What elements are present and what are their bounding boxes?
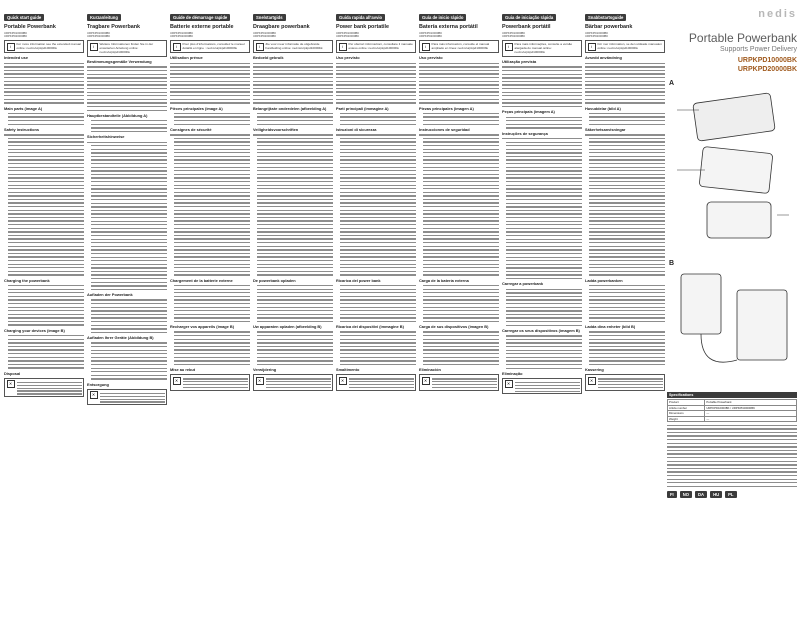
section-heading: Parti principali (immagine A)	[336, 105, 389, 111]
section-heading: Sicherheitshinweise	[87, 134, 125, 140]
cover-subtitle: Supports Power Delivery	[719, 46, 797, 53]
section-heading: Säkerhetsanvisningar	[585, 126, 626, 132]
weee-bin-icon: ✕	[256, 377, 264, 385]
phone-icon	[681, 274, 721, 334]
manual-column-es	[419, 6, 499, 636]
column-tab: Quick start guide	[4, 14, 44, 21]
specs-section	[667, 392, 797, 499]
lang-tab: DA	[695, 491, 707, 498]
section-heading: Piezas principales (imagen A)	[419, 105, 474, 111]
manual-column-de	[87, 6, 167, 636]
section-heading: Avsedd användning	[585, 55, 622, 61]
section-heading: Instrucciones de seguridad	[419, 126, 470, 132]
weee-bin-icon: ✕	[339, 377, 347, 385]
section-heading: Kassering	[585, 367, 604, 373]
section-heading: Peças principais (imagem A)	[502, 109, 555, 115]
column-tab: Kurzanleitung	[87, 14, 121, 21]
section-heading: Recharger vos appareils (image B)	[170, 324, 235, 330]
section-heading: Safety instructions	[4, 126, 40, 132]
notice-box	[170, 40, 250, 53]
section-heading: Bedoeld gebruik	[253, 55, 284, 61]
weee-bin-icon: ✕	[90, 391, 98, 399]
column-tab: Guía de inicio rápido	[419, 14, 466, 21]
manual-column-it	[336, 6, 416, 636]
section-heading: Disposal	[4, 370, 21, 376]
lang-tab: HU	[710, 491, 722, 498]
column-tab: Guia de iniciação rápida	[502, 14, 556, 21]
notice-box	[502, 40, 582, 57]
notice-text: Zie voor meer informatie de uitgebreide handleiding online: ned.is/urpkpd10000bk	[265, 41, 323, 50]
diagram-a	[667, 80, 797, 260]
column-title: Tragbare Powerbank	[87, 24, 141, 30]
notice-text: För mer information, se den utökade manualen online: ned.is/urpkpd10000bk	[597, 41, 662, 50]
info-icon: i	[256, 43, 264, 51]
powerbank-icon	[693, 93, 776, 238]
section-heading: Main parts (image A)	[4, 105, 43, 111]
section-heading: Utilização prevista	[502, 59, 537, 65]
notice-box	[4, 40, 84, 53]
section-heading: Uso previsto	[419, 55, 443, 61]
section-heading: Intended use	[4, 55, 28, 61]
disposal-box	[336, 374, 416, 391]
info-icon: i	[173, 43, 181, 51]
section-heading: Carregar a powerbank	[502, 281, 544, 287]
column-tab: Guide de démarrage rapide	[170, 14, 230, 21]
lang-tab: FI	[667, 491, 677, 498]
manual-column-nl	[253, 6, 333, 636]
lang-tab: NO	[680, 491, 692, 498]
column-codes: URPKPD10000BK URPKPD20000BK	[502, 31, 526, 39]
info-icon: i	[505, 43, 513, 51]
column-title: Draagbare powerbank	[253, 24, 310, 30]
notice-text: Pour plus d'informations, consultez le manuel détaillé en ligne : ned.is/urpkpd10000bk	[182, 41, 245, 50]
section-heading: Aufladen der Powerbank	[87, 292, 133, 298]
column-title: Batería externa portátil	[419, 24, 478, 30]
info-icon: i	[90, 43, 98, 51]
notice-box	[87, 40, 167, 57]
cover-panel	[667, 6, 797, 636]
disposal-box	[253, 374, 333, 391]
section-heading: Instruções de segurança	[502, 130, 548, 136]
column-title: Batterie externe portable	[170, 24, 234, 30]
section-heading: Belangrijkste onderdelen (afbeelding A)	[253, 105, 327, 111]
manual-column-pt	[502, 6, 582, 636]
info-icon: i	[339, 43, 347, 51]
disposal-box	[170, 374, 250, 391]
notice-text: Weitere Informationen finden Sie in der erweiterten Anleitung online: ned.is/urpkpd10000bk	[99, 41, 154, 54]
section-heading: Verwijdering	[253, 367, 277, 373]
notice-text: Para más información, consulte el manual ampliado en línea: ned.is/urpkpd10000bk	[431, 41, 490, 50]
column-title: Powerbank portátil	[502, 24, 551, 30]
section-heading: Bestimmungsgemäße Verwendung	[87, 59, 152, 65]
column-tab: Snabbstartsguide	[585, 14, 626, 21]
section-heading: Aufladen Ihrer Geräte (Abbildung B)	[87, 335, 154, 341]
table-row: Article number URPKPD10000BK / URPKPD20000BK	[668, 405, 797, 411]
weee-bin-icon: ✕	[588, 377, 596, 385]
section-heading: Chargement de la batterie externe	[170, 277, 233, 283]
notice-box	[419, 40, 499, 53]
info-icon: i	[7, 43, 15, 51]
cover-codes	[667, 56, 797, 74]
column-tab: Guida rapida all'avvio	[336, 14, 385, 21]
section-heading: Carga de la batería externa	[419, 277, 469, 283]
cable-icon	[701, 334, 737, 362]
column-title: Power bank portatile	[336, 24, 390, 30]
notice-text: For more information see the extended manual online: ned.is/urpkpd10000bk	[16, 41, 81, 50]
table-row: Dimensions —	[668, 411, 797, 417]
column-tab: Snelstartgids	[253, 14, 286, 21]
section-heading: Charging your devices (image B)	[4, 327, 65, 333]
disposal-box	[502, 378, 582, 395]
column-codes: URPKPD10000BK URPKPD20000BK	[253, 31, 277, 39]
notice-box	[253, 40, 333, 53]
section-heading: Consignes de sécurité	[170, 126, 212, 132]
section-heading: Ladda powerbanken	[585, 277, 623, 283]
weee-bin-icon: ✕	[7, 380, 15, 388]
section-heading: Eliminación	[419, 367, 441, 373]
section-heading: Uw apparaten opladen (afbeelding B)	[253, 324, 322, 330]
section-heading: Ricarica del power bank	[336, 277, 381, 283]
diagram-label-b: B	[669, 260, 675, 267]
notice-box	[336, 40, 416, 53]
weee-bin-icon: ✕	[422, 377, 430, 385]
weee-bin-icon: ✕	[505, 380, 513, 388]
manual-column-en	[4, 6, 84, 636]
product-code: URPKPD10000BK	[737, 57, 797, 64]
table-row: Weight —	[668, 416, 797, 422]
info-icon: i	[588, 43, 596, 51]
diagram-b	[667, 260, 797, 390]
language-tabs	[667, 491, 797, 499]
section-heading: Charging the powerbank	[4, 277, 50, 283]
section-heading: Carregar os seus dispositivos (imagem B)	[502, 327, 580, 333]
lang-tab: PL	[725, 491, 736, 498]
column-title: Portable Powerbank	[4, 24, 56, 30]
product-code: URPKPD20000BK	[737, 66, 797, 73]
manual-column-sv	[585, 6, 665, 636]
section-heading: Ricarica dei dispositivi (immagine B)	[336, 324, 404, 330]
powerbank-illustration	[667, 80, 795, 260]
notice-box	[585, 40, 665, 53]
column-codes: URPKPD10000BK URPKPD20000BK	[4, 31, 28, 39]
charging-illustration	[667, 260, 795, 390]
column-title: Bärbar powerbank	[585, 24, 633, 30]
info-icon: i	[422, 43, 430, 51]
section-heading: Smaltimento	[336, 367, 360, 373]
column-codes: URPKPD10000BK URPKPD20000BK	[336, 31, 360, 39]
brand-logo: nedis	[758, 8, 797, 20]
section-heading: Huvuddelar (bild A)	[585, 105, 621, 111]
disposal-box	[4, 378, 84, 397]
column-codes: URPKPD10000BK URPKPD20000BK	[170, 31, 194, 39]
section-heading: Eliminação	[502, 370, 523, 376]
weee-bin-icon: ✕	[173, 377, 181, 385]
section-heading: Istruzioni di sicurezza	[336, 126, 377, 132]
column-codes: URPKPD10000BK URPKPD20000BK	[419, 31, 443, 39]
tablet-icon	[737, 290, 787, 360]
section-heading: Veiligheidsvoorschriften	[253, 126, 299, 132]
column-codes: URPKPD10000BK URPKPD20000BK	[87, 31, 111, 39]
diagram-label-a: A	[669, 80, 675, 87]
section-heading: Entsorgung	[87, 381, 109, 387]
notice-text: Per ulteriori informazioni, consultare il manuale esteso online: ned.is/urpkpd10000bk	[348, 41, 413, 50]
notice-text: Para mais informações, consulte a versão alargada do manual online: ned.is/urpkpd10000bk	[514, 41, 573, 54]
section-heading: Carga de sus dispositivos (imagen B)	[419, 324, 489, 330]
section-heading: Uso previsto	[336, 55, 360, 61]
section-heading: Mise au rebut	[170, 367, 196, 373]
manual-column-fr	[170, 6, 250, 636]
specs-heading: Specifications	[667, 392, 797, 398]
table-row: Product Portable Powerbank	[668, 400, 797, 406]
cover-title: Portable Powerbank	[688, 31, 797, 45]
section-heading: Utilisation prévue	[170, 55, 203, 61]
disposal-box	[585, 374, 665, 391]
section-heading: Pièces principales (image A)	[170, 105, 223, 111]
disposal-box	[87, 389, 167, 406]
section-heading: De powerbank opladen	[253, 277, 296, 283]
column-codes: URPKPD10000BK URPKPD20000BK	[585, 31, 609, 39]
disposal-box	[419, 374, 499, 391]
specs-table	[667, 399, 797, 422]
section-heading: Hauptbestandteile (Abbildung A)	[87, 112, 148, 118]
section-heading: Ladda dina enheter (bild B)	[585, 324, 636, 330]
